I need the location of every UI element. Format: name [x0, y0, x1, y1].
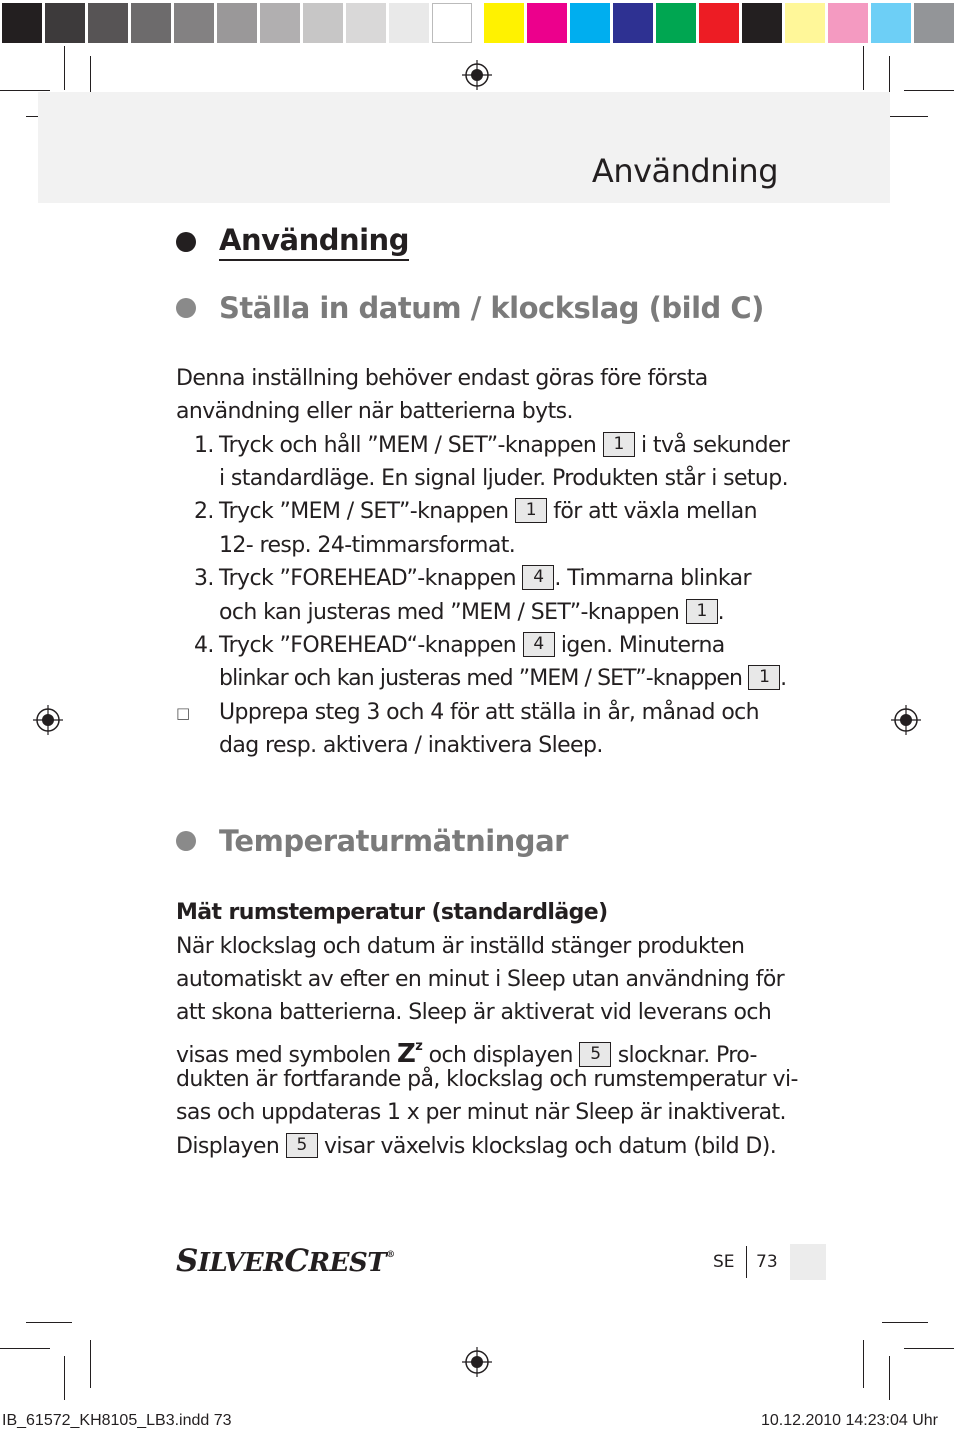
color-swatch [699, 3, 739, 43]
color-swatch [389, 3, 429, 43]
crop-mark [64, 1356, 65, 1400]
section-heading-text: Temperaturmätningar [219, 824, 568, 858]
section-heading-anvandning [176, 223, 409, 261]
color-swatch [346, 3, 386, 43]
step-line [219, 429, 789, 462]
step-line [219, 629, 725, 662]
crop-mark [90, 1340, 91, 1388]
crop-mark [64, 46, 65, 90]
key-reference-box: 1 [515, 498, 547, 523]
section-heading-text: Användning [219, 223, 409, 261]
color-swatch [88, 3, 128, 43]
color-swatch [174, 3, 214, 43]
color-swatch [742, 3, 782, 43]
step-text: Tryck ”FOREHEAD”-knappen [219, 566, 523, 591]
step-line [219, 495, 757, 528]
crop-mark [889, 1356, 890, 1400]
color-swatch [484, 3, 524, 43]
paragraph-line: automatiskt av efter en minut i Sleep utan användning för [176, 967, 785, 992]
paragraph-line: sas och uppdateras 1 x per minut när Sleep är inaktiverat. [176, 1100, 786, 1125]
registration-mark-icon [462, 1347, 492, 1377]
step-text: i två sekunder [634, 433, 790, 458]
key-reference-box: 5 [286, 1133, 318, 1158]
section-heading-temperatur [176, 824, 568, 858]
color-swatch [656, 3, 696, 43]
step-number: 3. [194, 566, 214, 591]
key-reference-box: 4 [523, 632, 555, 657]
step-text: igen. Minuterna [554, 633, 725, 658]
crop-mark [904, 90, 954, 91]
step-number: 2. [194, 499, 214, 524]
paragraph-line: När klockslag och datum är inställd stänger produkten [176, 934, 745, 959]
page-number: 73 [756, 1252, 778, 1272]
color-swatch [260, 3, 300, 43]
step-text: för att växla mellan [546, 499, 757, 524]
color-swatch [785, 3, 825, 43]
silvercrest-logo: SILVERCREST® [176, 1243, 395, 1279]
slug-date: 10.12.2010 14:23:04 Uhr [760, 1412, 938, 1429]
step-text: Tryck ”MEM / SET”-knappen [219, 499, 515, 524]
note-line: dag resp. aktivera / inaktivera Sleep. [219, 733, 603, 758]
subheading: Mät rumstemperatur (standardläge) [176, 900, 608, 925]
step-line [219, 596, 724, 629]
crop-mark [0, 90, 50, 91]
paragraph-line: dukten är fortfarande på, klockslag och rumstemperatur vi- [176, 1067, 798, 1092]
page-header-title: Användning [591, 152, 778, 190]
color-swatch [613, 3, 653, 43]
crop-mark [904, 1348, 954, 1349]
step-text: . [717, 600, 725, 625]
color-swatch [828, 3, 868, 43]
step-line [219, 562, 751, 595]
registration-mark-icon [891, 705, 921, 735]
step-number: 4. [194, 633, 214, 658]
step-line [219, 662, 786, 695]
intro-line: användning eller när batterierna byts. [176, 399, 573, 424]
color-swatch [871, 3, 911, 43]
color-swatch [303, 3, 343, 43]
step-line: 12- resp. 24-timmarsformat. [219, 533, 516, 558]
crop-mark [882, 1322, 928, 1323]
paragraph-line: att skona batterierna. Sleep är aktiverat vid leverans och [176, 1000, 772, 1025]
crop-mark [863, 46, 864, 90]
crop-mark [26, 1322, 72, 1323]
bullet-icon [176, 232, 196, 252]
registration-mark-icon [33, 705, 63, 735]
key-reference-box: 1 [686, 599, 718, 624]
intro-line: Denna inställning behöver endast göras före första [176, 366, 708, 391]
section-heading-text: Ställa in datum / klockslag (bild C) [219, 291, 764, 325]
note-line: Upprepa steg 3 och 4 för att ställa in år, månad och [219, 700, 760, 725]
step-text: . [780, 666, 787, 691]
color-bar-colors [482, 0, 954, 46]
paragraph-text: Displayen [176, 1134, 286, 1159]
color-swatch [914, 3, 954, 43]
paragraph-text: visar växelvis klockslag och datum (bild D). [317, 1134, 777, 1159]
color-bar-grays [0, 0, 473, 46]
step-text: och kan justeras med ”MEM / SET”-knappen [219, 600, 686, 625]
paragraph-text: och displayen [422, 1043, 580, 1068]
color-swatch [217, 3, 257, 43]
note-marker: □ [176, 704, 190, 722]
slug-file: IB_61572_KH8105_LB3.indd 73 [2, 1412, 232, 1429]
footer-tab-box [790, 1244, 826, 1280]
step-text: Tryck ”FOREHEAD“-knappen [219, 633, 523, 658]
step-text: Tryck och håll ”MEM / SET”-knappen [219, 433, 603, 458]
step-number: 1. [194, 433, 214, 458]
key-reference-box: 1 [603, 432, 635, 457]
color-swatch [432, 3, 472, 43]
color-swatch [570, 3, 610, 43]
registration-mark-icon [462, 60, 492, 90]
section-heading-datum [176, 291, 764, 325]
color-swatch [2, 3, 42, 43]
step-text: . Timmarna blinkar [554, 566, 751, 591]
bullet-icon [176, 831, 196, 851]
color-swatch [45, 3, 85, 43]
color-swatch [527, 3, 567, 43]
key-reference-box: 1 [748, 665, 780, 690]
color-swatch [131, 3, 171, 43]
step-line: i standardläge. En signal ljuder. Produkten står i setup. [219, 466, 789, 491]
paragraph-text: visas med symbolen [176, 1043, 397, 1068]
step-text: blinkar och kan justeras med ”MEM / SET”-knappen [219, 666, 749, 691]
paragraph-line [176, 1130, 776, 1163]
footer-divider [746, 1246, 747, 1278]
sleep-symbol-icon: $Z^z$ [396, 1039, 423, 1069]
paragraph-text: slocknar. Pro- [611, 1043, 757, 1068]
key-reference-box: 4 [522, 565, 554, 590]
footer-language: SE [713, 1252, 735, 1272]
key-reference-box: 5 [579, 1042, 611, 1067]
bullet-icon [176, 298, 196, 318]
crop-mark [863, 1340, 864, 1388]
crop-mark [0, 1348, 50, 1349]
